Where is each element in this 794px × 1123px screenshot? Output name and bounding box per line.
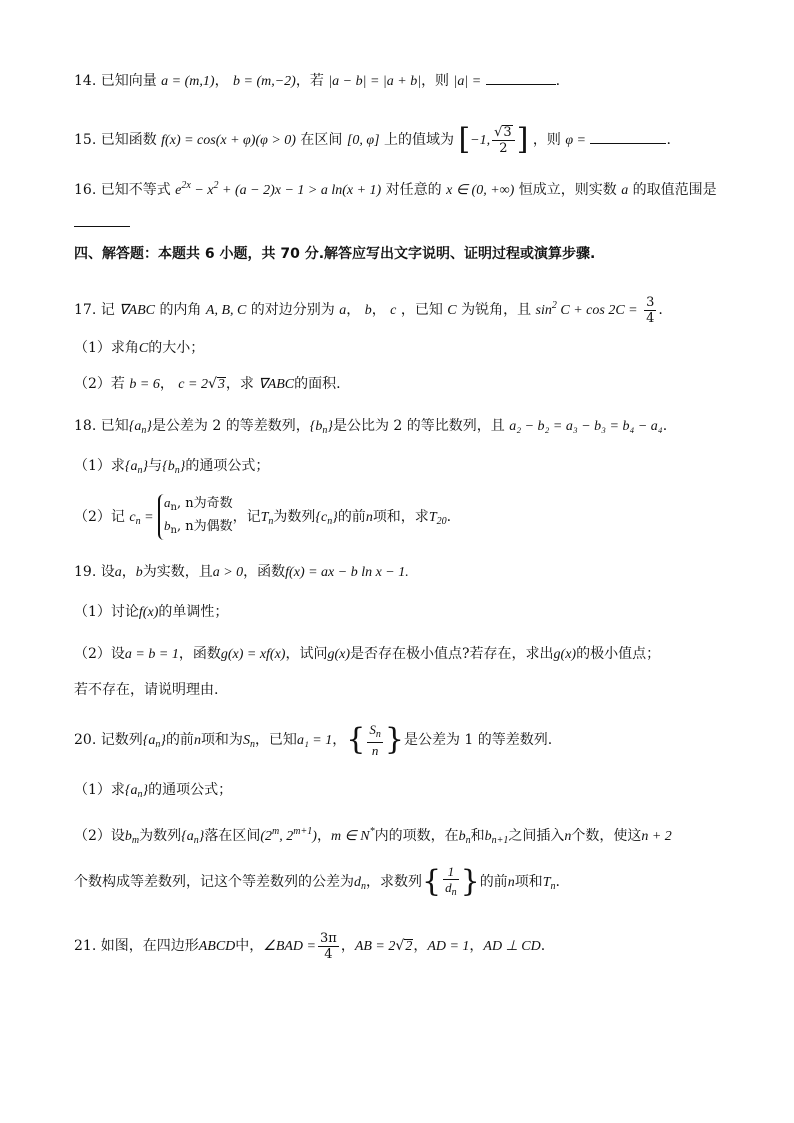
math-expression: g(x)	[553, 647, 577, 662]
punctuation: ，	[316, 828, 331, 844]
question-number: 16.	[74, 182, 97, 198]
part-text: 为数列	[273, 509, 316, 525]
math-expression: $\{a_n\}$	[128, 419, 152, 436]
part-text: 的大小；	[148, 340, 205, 356]
math-expression: b	[135, 565, 143, 580]
math-expression: b = (m,−2)	[233, 74, 296, 89]
question-text: 已知向量	[100, 73, 157, 89]
math-expression: C	[447, 303, 457, 318]
part-text: ，函数	[178, 646, 221, 662]
question-19	[74, 562, 734, 583]
math-expression: $\{b_n\}$	[162, 459, 186, 476]
math-expression: $T_n$	[542, 875, 556, 892]
question-16-blank-line	[74, 212, 734, 233]
punctuation: ，	[159, 376, 174, 392]
question-text: 在区间	[300, 132, 343, 148]
question-number: 20.	[74, 732, 97, 748]
math-expression: a	[621, 183, 629, 198]
question-text: 为锐角，且	[461, 302, 532, 318]
part-text: 落在区间	[204, 828, 261, 844]
part-text: 与	[148, 458, 163, 474]
math-expression: T	[260, 510, 269, 525]
math-expression: g(x) = xf(x)	[220, 647, 286, 662]
question-text: ，则	[532, 132, 561, 148]
math-expression: AD = 1	[427, 939, 470, 954]
left-brace: {	[346, 722, 366, 757]
math-expression: b	[364, 303, 372, 318]
punctuation: .	[555, 73, 561, 89]
math-expression: n	[507, 875, 515, 890]
math-expression: f(x) = ax − b ln x − 1.	[285, 565, 409, 580]
question-text: 的前	[165, 732, 194, 748]
question-20-part-2	[74, 822, 734, 851]
math-expression: |a| =	[453, 74, 482, 89]
right-bracket: ]	[516, 122, 529, 157]
fraction: $\frac{3\pi}{4}$	[320, 930, 337, 962]
math-expression: φ =	[565, 133, 587, 148]
sqrt-radicand: 2	[405, 939, 413, 954]
punctuation: ，	[469, 938, 484, 954]
question-number: 21.	[74, 938, 97, 954]
part-text: （1）求	[74, 782, 125, 798]
math-expression: $\{a_n\}$	[124, 783, 149, 800]
question-15	[74, 122, 734, 159]
math-expression: $b_{n+1}$	[484, 829, 509, 846]
question-text: 是公比为 2 的等比数列，且	[332, 418, 505, 434]
part-text: （1）求	[74, 458, 125, 474]
question-text: 恒成立，则实数	[518, 182, 617, 198]
math-expression: $\{c_n\}$	[315, 510, 338, 527]
question-18	[74, 416, 734, 441]
sqrt-radicand: 3	[217, 377, 225, 392]
math-expression: $\{a_n\}$	[124, 459, 149, 476]
part-text: 内的项数，在	[374, 828, 459, 844]
punctuation: .	[555, 874, 560, 890]
part-text: 的面积.	[294, 376, 341, 392]
question-number: 17.	[74, 302, 97, 318]
math-expression: m ∈ N*	[330, 826, 375, 844]
question-text: 上的值域为	[383, 132, 454, 148]
math-expression: $S_n$	[242, 733, 255, 750]
math-expression: n	[193, 733, 201, 748]
question-20-part-1	[74, 780, 734, 805]
math-expression: f(x) = cos(x + φ)(φ > 0)	[161, 133, 296, 148]
section-heading: 四、解答题：本题共 6 小题，共 70 分.解答应写出文字说明、证明过程或演算步骤.	[74, 246, 596, 262]
math-expression: $\{a_n\}$	[181, 829, 205, 846]
question-text: ，已知	[400, 302, 443, 318]
fraction: $\frac{3}{4}$	[646, 294, 655, 326]
math-expression: ∇ABC	[258, 377, 295, 392]
math-expression: $b_m$	[124, 829, 140, 846]
punctuation: ，	[332, 732, 347, 748]
math-expression: A, B, C	[205, 303, 247, 318]
part-text: （1）求角	[74, 340, 139, 356]
math-expression: (2$^m$, $2^{m+1}$)	[260, 826, 317, 844]
question-17-part-2: （2）若 b = 6， c = 2√3，求 ∇ABC的面积.	[74, 376, 341, 392]
part-text: 之间插入	[508, 828, 565, 844]
question-text: 已知不等式	[100, 182, 171, 198]
right-brace: }	[384, 722, 404, 757]
fraction-denominator: 2	[499, 140, 508, 156]
question-17: 17. 记 ∇ABC 的内角 A, B, C 的对边分别为 a， b， c ，已知 C 为锐角，且 $\sin^2 C + \cos 2C$ = $\frac{3}{4}$ .	[74, 294, 663, 326]
math-expression: a = (m,1)	[161, 74, 215, 89]
math-expression: $d_n$	[354, 875, 366, 892]
question-text: 中，	[235, 938, 264, 954]
question-text: ，函数	[243, 564, 286, 580]
question-number: 18.	[74, 418, 97, 434]
math-expression: b = 6	[129, 377, 160, 392]
math-expression: $e^{2x} - x^2 + (a - 2)x - 1 > a$ ln(x + 1)	[175, 180, 382, 198]
part-text: （2）设	[74, 646, 125, 662]
part-text: 和	[470, 828, 485, 844]
math-expression: $T_{20}$	[428, 510, 447, 527]
part-text: （2）记	[74, 509, 125, 525]
punctuation: ，	[121, 564, 136, 580]
question-text: ，则	[421, 73, 450, 89]
question-text: 项和为	[200, 732, 243, 748]
question-18-part-2: （2）记 $c_n$ = $a_n$, n为奇数 $b_n$, n为偶数 ，记$T_n$为数列$\{c_n\}$的前n项和，求$T_{20}$.	[74, 494, 734, 545]
part-text: 的通项公式；	[185, 458, 270, 474]
question-text: 的取值范围是	[632, 182, 717, 198]
answer-blank[interactable]	[74, 212, 130, 227]
question-text: 对任意的	[385, 182, 442, 198]
math-expression: c	[390, 303, 397, 318]
part-text: 的前	[479, 874, 508, 890]
math-expression: $c_n$ =	[129, 510, 154, 527]
part-text: （2）设	[74, 828, 125, 844]
part-text: 的前	[337, 509, 366, 525]
math-expression: C	[138, 341, 149, 356]
math-expression: n	[564, 829, 572, 844]
math-expression: a	[339, 303, 347, 318]
piecewise-definition: $a_n$, n为奇数 $b_n$, n为偶数	[158, 494, 233, 540]
math-expression: a₁ = 1	[296, 733, 333, 748]
question-text: 如图，在四边形	[100, 938, 199, 954]
punctuation: .	[666, 132, 671, 148]
part-text: 项和，求	[372, 509, 429, 525]
question-21: 21. 如图，在四边形ABCD中，∠BAD = $\frac{3\pi}{4}$ ，AB = 2√2，AD = 1，AD ⊥ CD.	[74, 930, 546, 962]
question-19-part-2-cont	[74, 680, 734, 700]
math-expression: a	[114, 565, 122, 580]
fraction: $\frac{√3}{2}$	[492, 125, 515, 156]
math-expression: $\{b_n\}$	[309, 419, 333, 436]
part-text: 的单调性；	[158, 604, 229, 620]
question-number: 19.	[74, 564, 97, 580]
part-text: 的极小值点；	[576, 646, 661, 662]
part-text: （2）若	[74, 376, 125, 392]
part-text: 若不存在，请说明理由.	[74, 682, 219, 698]
part-text: ，求	[225, 376, 254, 392]
question-17-part-1	[74, 338, 734, 359]
math-expression: g(x)	[327, 647, 351, 662]
fraction: $\frac{S_n}{n}$	[369, 722, 381, 758]
question-20	[74, 720, 734, 765]
question-text: 设	[100, 564, 115, 580]
question-text: 的对边分别为	[250, 302, 335, 318]
part-text: ，试问	[285, 646, 328, 662]
math-expression: $b_n$	[458, 829, 471, 846]
math-expression: AD ⊥ CD	[483, 939, 541, 954]
math-expression: a > 0	[212, 565, 244, 580]
math-expression: |a − b| = |a + b|	[328, 74, 422, 89]
question-text: 是公差为 2 的等差数列，	[151, 418, 310, 434]
question-text: ，若	[295, 73, 324, 89]
math-expression: ABCD	[198, 939, 236, 954]
math-expression: ∠BAD =	[263, 939, 316, 954]
answer-blank[interactable]	[590, 129, 666, 144]
question-text: 记数列	[100, 732, 143, 748]
math-expression: AB = 2	[354, 939, 396, 954]
question-18-part-1	[74, 456, 734, 481]
answer-blank[interactable]	[486, 70, 556, 85]
punctuation: .	[540, 938, 546, 954]
math-expression: $\sin^2 C + \cos 2C$ =	[535, 300, 638, 318]
math-expression: $\{a_n\}$	[142, 733, 166, 750]
question-text: 为实数，且	[142, 564, 213, 580]
question-text: 是公差为 1 的等差数列.	[403, 732, 553, 748]
punctuation: .	[662, 418, 668, 434]
math-expression: c = 2	[178, 377, 208, 392]
question-text: 记	[100, 302, 115, 318]
part-text: 个数构成等差数列，记这个等差数列的公差为	[74, 874, 354, 890]
question-20-part-2-cont	[74, 862, 734, 907]
math-expression: f(x)	[138, 605, 159, 620]
part-text: （1）讨论	[74, 604, 139, 620]
part-text: 个数，使这	[571, 828, 642, 844]
question-19-part-2	[74, 644, 734, 665]
question-text: 已知	[100, 418, 129, 434]
question-number: 14.	[74, 73, 97, 89]
part-text: ，求数列	[366, 874, 422, 890]
question-text: ，已知	[254, 732, 297, 748]
punctuation: ，	[413, 938, 428, 954]
math-expression: [0, φ]	[346, 133, 380, 148]
question-text: 的内角	[159, 302, 202, 318]
question-19-part-1	[74, 602, 734, 623]
math-expression: a₂ − b₂ = a₃ − b₃ = b₄ − a₄	[509, 419, 663, 434]
punctuation: .	[446, 509, 452, 525]
question-number: 15.	[74, 132, 97, 148]
part-text: 的通项公式；	[148, 782, 233, 798]
sqrt-radicand: 3	[503, 124, 512, 140]
question-16	[74, 176, 734, 201]
left-brace: {	[422, 864, 442, 899]
math-expression: n + 2	[641, 829, 672, 844]
left-bracket: [	[458, 122, 471, 157]
right-brace: }	[460, 864, 480, 899]
math-expression: −1,	[470, 133, 491, 148]
math-expression: a = b = 1	[124, 647, 179, 662]
question-14	[74, 70, 734, 92]
fraction: $\frac{1}{d_n}$	[445, 864, 457, 898]
math-expression: n	[365, 510, 373, 525]
part-text: 是否存在极小值点?若存在，求出	[350, 646, 554, 662]
punctuation: ，	[340, 938, 355, 954]
part-text: 项和	[514, 874, 543, 890]
math-expression: ∇ABC	[119, 303, 155, 318]
punctuation: ，	[214, 73, 229, 89]
part-text: 为数列	[139, 828, 182, 844]
part-text: ，记	[232, 509, 261, 525]
math-expression: x ∈ (0, +∞)	[446, 183, 515, 198]
question-text: 已知函数	[100, 132, 157, 148]
